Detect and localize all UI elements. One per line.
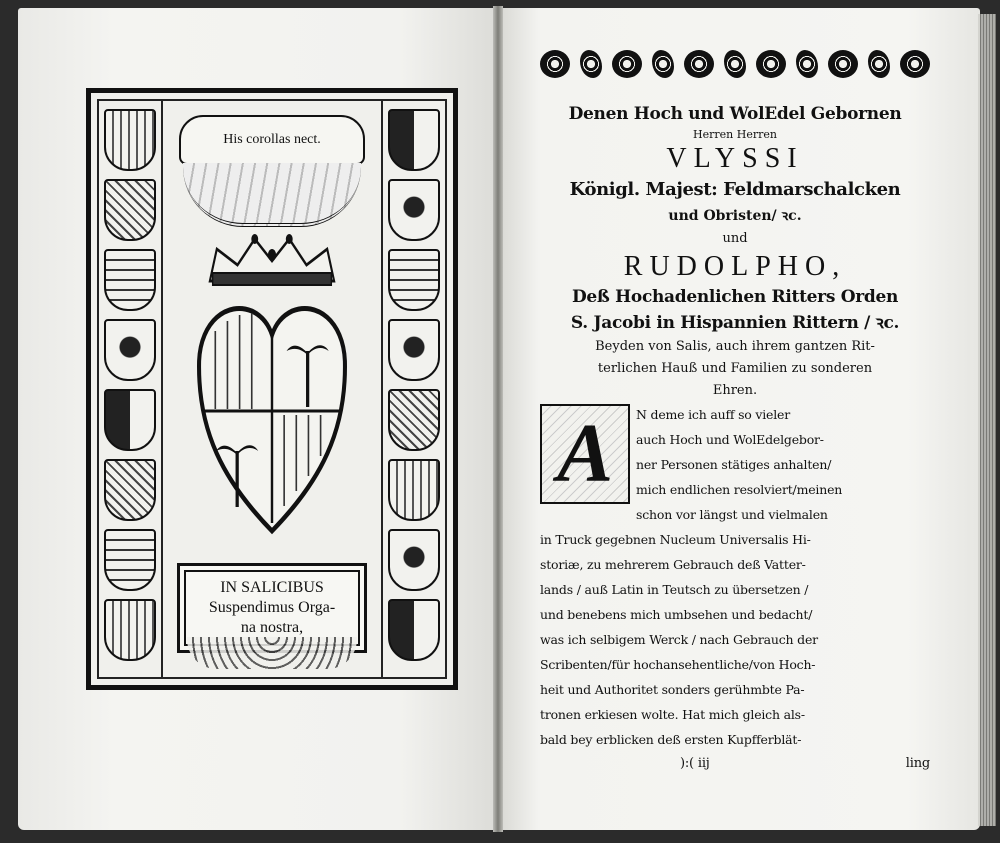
- dedication-line: Beyden von Salis, auch ihrem gantzen Rit-: [595, 339, 875, 354]
- body-line: in Truck gegebnen Nucleum Universalis Hi-: [540, 532, 811, 547]
- plate-frame: [97, 99, 447, 679]
- heraldic-shield-icon: [104, 109, 156, 171]
- rosette-ornament-icon: [612, 50, 642, 78]
- header-ornament-band: [540, 46, 930, 82]
- dedication-name: RUDOLPHO,: [623, 251, 847, 282]
- body-line: heit und Authoritet sonders gerühmbte Pa-: [540, 682, 805, 697]
- rosette-ornament-icon: [580, 50, 602, 78]
- page-footer: [540, 752, 930, 776]
- body-line: schon vor längst und vielmalen: [636, 507, 828, 522]
- body-line: und benebens mich umbsehen und bedacht/: [540, 607, 813, 622]
- motto-line: na nostra,: [240, 619, 304, 636]
- banner-scroll: [179, 115, 365, 165]
- dedication-line: und Obristen/ ꝛc.: [668, 208, 802, 224]
- dedication-line: Denen Hoch und WolEdel Gebornen: [568, 104, 902, 124]
- dedication-line: Ehren.: [712, 383, 758, 398]
- heraldic-shield-icon: [388, 109, 440, 171]
- dedication-line: Herren Herren: [693, 128, 777, 141]
- page-edges: [978, 14, 996, 826]
- dedication-line: terlichen Hauß und Familien zu sonderen: [597, 361, 873, 376]
- heraldic-shield-icon: [388, 459, 440, 521]
- catchword: ling: [905, 756, 930, 771]
- heraldic-shield-icon: [388, 249, 440, 311]
- dedication-line: Königl. Majest: Feldmarschalcken: [569, 179, 901, 200]
- body-line: Scribenten/für hochansehentliche/von Hoch-: [540, 657, 816, 672]
- book-gutter: [493, 6, 503, 832]
- heraldic-column-right: [381, 101, 445, 677]
- body-line: lands / auß Latin in Teutsch zu übersetzen /: [540, 582, 809, 597]
- rosette-ornament-icon: [684, 50, 714, 78]
- banner-text: His corollas nect.: [223, 132, 321, 147]
- body-line: mich endlichen resolviert/meinen: [636, 482, 843, 497]
- body-text: [540, 402, 930, 776]
- body-line: auch Hoch und WolEdelgebor-: [636, 432, 824, 447]
- heraldic-shield-icon: [388, 319, 440, 381]
- heraldic-column-left: [99, 101, 163, 677]
- heraldic-shield-icon: [104, 529, 156, 591]
- body-line: was ich selbigem Werck / nach Gebrauch der: [540, 632, 818, 647]
- rosette-ornament-icon: [868, 50, 890, 78]
- dedication-line: und: [722, 231, 748, 246]
- heraldic-shield-icon: [104, 389, 156, 451]
- dedication-line: Deß Hochadenlichen Ritters Orden: [571, 287, 899, 307]
- foot-ornament: [187, 637, 357, 669]
- heraldic-shield-icon: [388, 179, 440, 241]
- rosette-ornament-icon: [724, 50, 746, 78]
- body-line: storiæ, zu mehrerem Gebrauch deß Vatter-: [540, 557, 806, 572]
- motto-line: Suspendimus Orga-: [208, 599, 336, 616]
- heraldic-shield-icon: [104, 319, 156, 381]
- rosette-ornament-icon: [828, 50, 858, 78]
- coat-of-arms: [163, 101, 381, 677]
- heraldic-shield-icon: [388, 529, 440, 591]
- heraldic-shield-icon: [104, 599, 156, 661]
- heraldic-shield-icon: [388, 599, 440, 661]
- dedication-line: S. Jacobi in Hispannien Rittern / ꝛc.: [570, 313, 900, 333]
- dedication-name: VLYSSI: [666, 143, 804, 174]
- dedication-text: [540, 100, 930, 776]
- rosette-ornament-icon: [652, 50, 674, 78]
- rosette-ornament-icon: [756, 50, 786, 78]
- drapery-ornament: [183, 163, 361, 227]
- heraldic-shield-icon: [104, 459, 156, 521]
- motto-line: IN SALICIBUS: [220, 579, 324, 596]
- rosette-ornament-icon: [540, 50, 570, 78]
- heart-shield-icon: [191, 291, 353, 541]
- heraldic-shield-icon: [104, 249, 156, 311]
- body-line: tronen erkiesen wolte. Hat mich gleich als-: [540, 707, 805, 722]
- rosette-ornament-icon: [796, 50, 818, 78]
- body-line: bald bey erblicken deß ersten Kupfferblät-: [540, 732, 802, 747]
- crown-icon: [203, 231, 341, 287]
- body-line: ner Personen stätiges anhalten/: [636, 457, 832, 472]
- body-line: N deme ich auff so vieler: [636, 407, 791, 422]
- signature-mark: ):( iij: [680, 756, 710, 771]
- heraldic-shield-icon: [388, 389, 440, 451]
- woodcut-plate: [86, 88, 458, 690]
- heraldic-shield-icon: [104, 179, 156, 241]
- decorated-initial: A: [540, 404, 630, 504]
- rosette-ornament-icon: [900, 50, 930, 78]
